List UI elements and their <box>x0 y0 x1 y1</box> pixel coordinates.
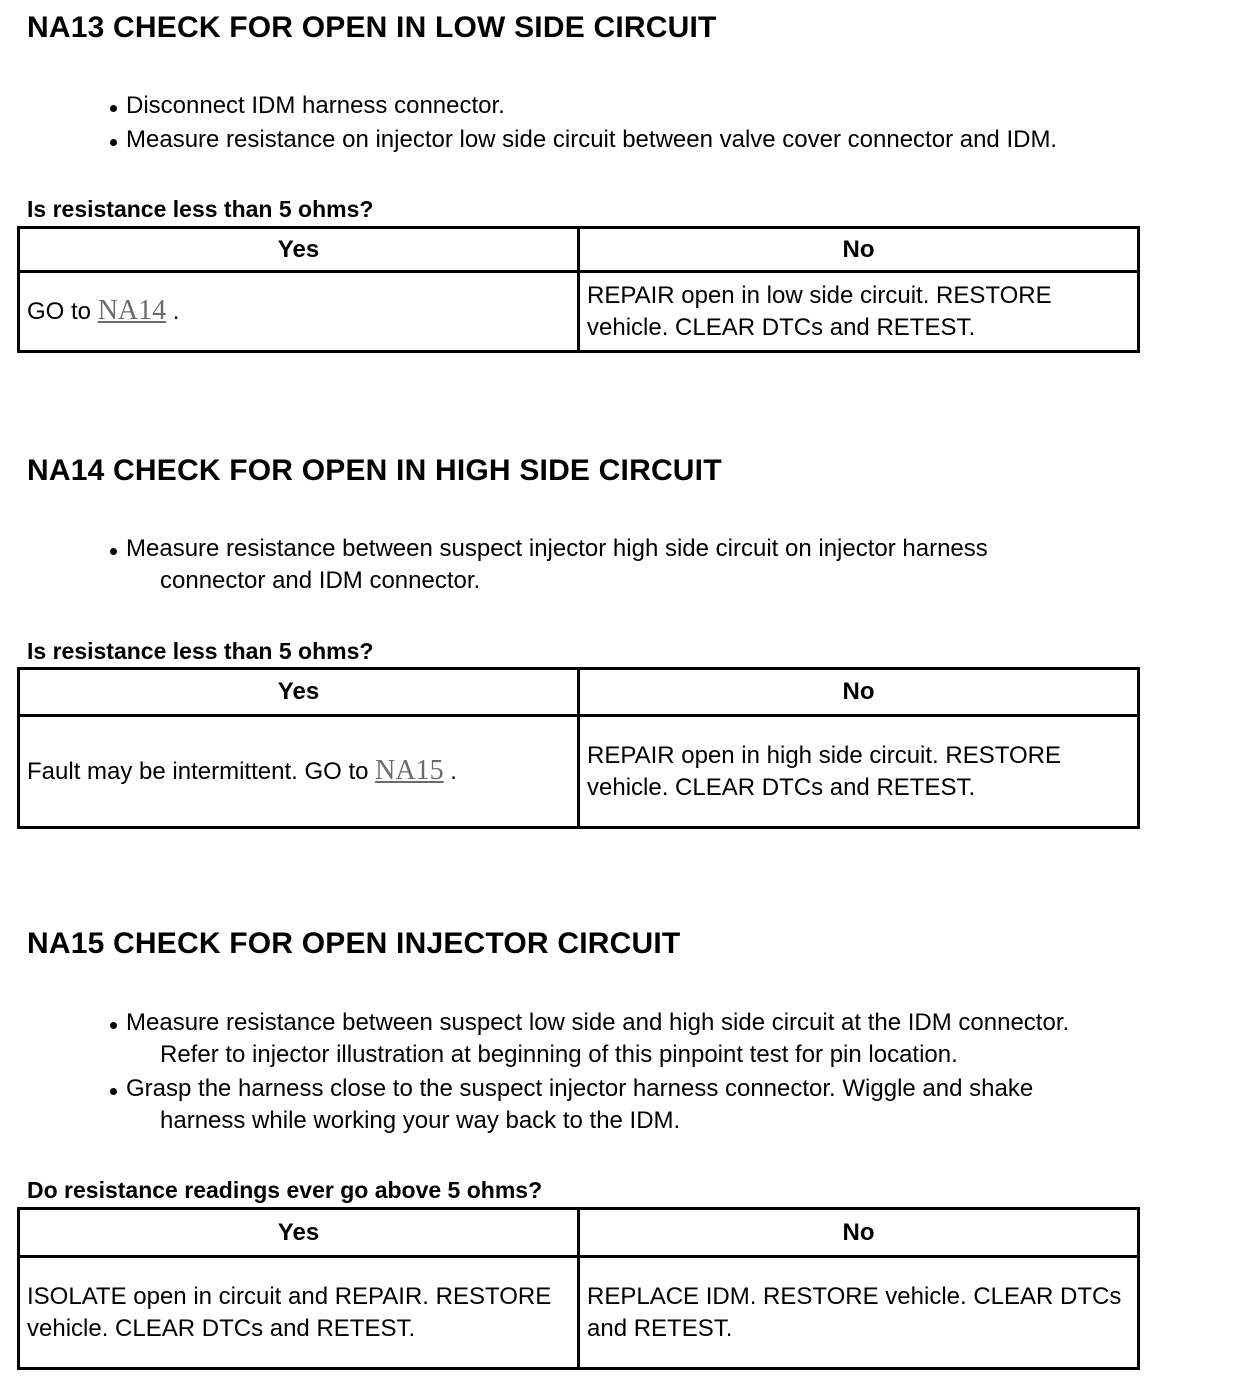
bullet-text: Measure resistance between suspect low side and high side circuit at the IDM connector. <box>126 1009 1070 1036</box>
bullet-item <box>108 90 1057 122</box>
bullet-item <box>108 124 1057 156</box>
no-header: No <box>579 669 1139 716</box>
link-na15[interactable]: NA15 <box>375 755 444 786</box>
bullet-list <box>108 1007 1069 1137</box>
bullet-continuation: harness while working your way back to the IDM. <box>160 1107 681 1134</box>
answer-table <box>17 1207 1140 1370</box>
answer-table <box>17 226 1140 353</box>
answer-table <box>17 667 1140 829</box>
bullet-continuation: Refer to injector illustration at beginning of this pinpoint test for pin location. <box>160 1041 958 1068</box>
yes-text: Fault may be intermittent. GO to <box>27 758 376 785</box>
section-heading: NA15 CHECK FOR OPEN INJECTOR CIRCUIT <box>27 927 681 960</box>
yes-header: Yes <box>19 669 579 716</box>
link-na14[interactable]: NA14 <box>97 295 167 326</box>
bullet-list <box>108 90 1057 156</box>
yes-header: Yes <box>19 1209 579 1257</box>
yes-suffix: . <box>166 298 180 325</box>
bullet-item <box>108 533 988 597</box>
question-text: Do resistance readings ever go above 5 ohms? <box>27 1177 543 1203</box>
no-cell: REPLACE IDM. RESTORE vehicle. CLEAR DTCs and RETEST. <box>579 1257 1139 1369</box>
yes-text: GO to <box>27 298 98 325</box>
bullet-item <box>108 1007 1069 1071</box>
yes-suffix: . <box>443 758 457 785</box>
bullet-text: Measure resistance on injector low side circuit between valve cover connector and IDM. <box>126 126 1058 153</box>
no-cell: REPAIR open in low side circuit. RESTORE vehicle. CLEAR DTCs and RETEST. <box>579 272 1139 352</box>
no-header: No <box>579 228 1139 272</box>
bullet-text: Measure resistance between suspect injector high side circuit on injector harness <box>126 535 988 562</box>
section-heading: NA13 CHECK FOR OPEN IN LOW SIDE CIRCUIT <box>27 11 717 44</box>
bullet-continuation: connector and IDM connector. <box>160 567 481 594</box>
no-cell: REPAIR open in high side circuit. RESTORE vehicle. CLEAR DTCs and RETEST. <box>579 716 1139 828</box>
question-text: Is resistance less than 5 ohms? <box>27 638 374 664</box>
bullet-text: Grasp the harness close to the suspect injector harness connector. Wiggle and shake <box>126 1075 1034 1102</box>
section-heading: NA14 CHECK FOR OPEN IN HIGH SIDE CIRCUIT <box>27 454 722 487</box>
bullet-list <box>108 533 988 597</box>
yes-cell: ISOLATE open in circuit and REPAIR. RESTORE vehicle. CLEAR DTCs and RETEST. <box>19 1257 579 1369</box>
question-text: Is resistance less than 5 ohms? <box>27 196 374 222</box>
bullet-text: Disconnect IDM harness connector. <box>126 92 505 119</box>
yes-cell <box>19 716 579 828</box>
yes-header: Yes <box>19 228 579 272</box>
yes-cell <box>19 272 579 352</box>
bullet-item <box>108 1073 1069 1137</box>
no-header: No <box>579 1209 1139 1257</box>
